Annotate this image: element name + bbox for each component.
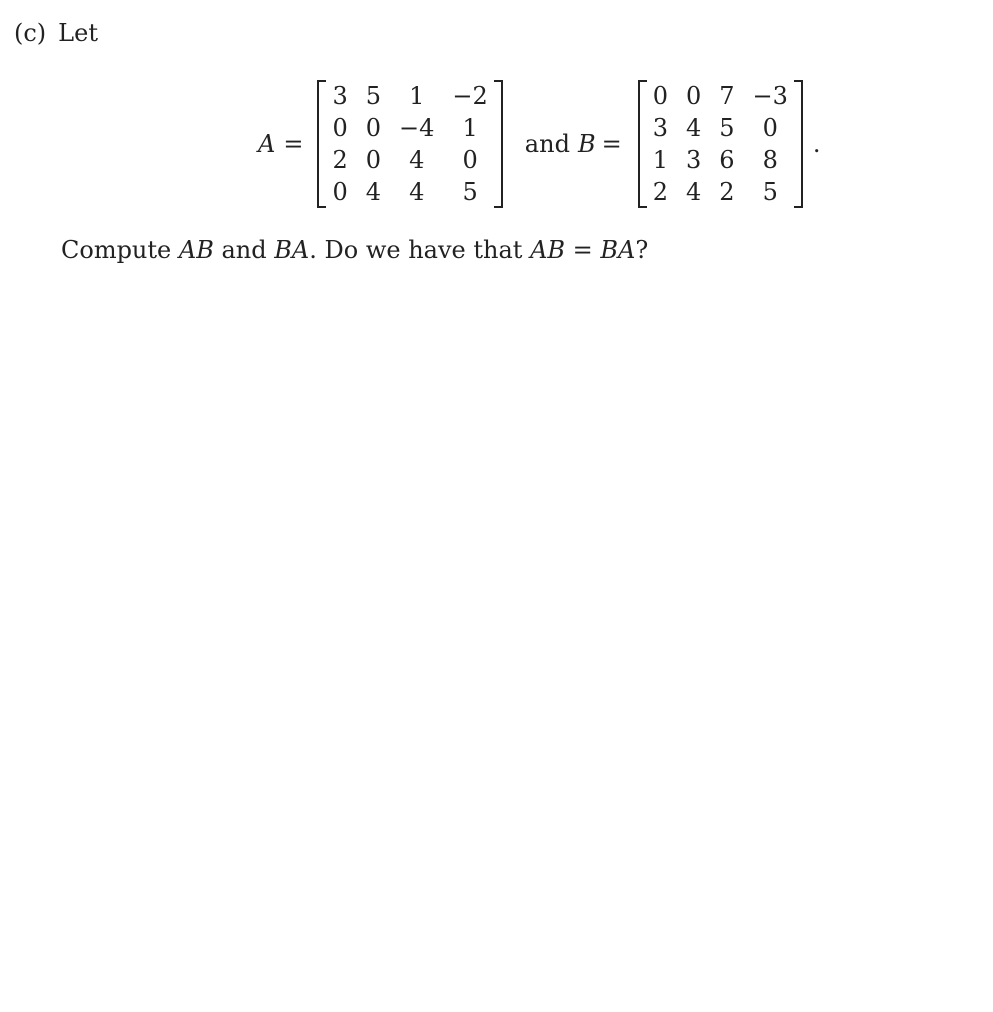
matrix-b-name: B (577, 130, 596, 158)
matrix-cell: 2 (652, 178, 668, 206)
connector-phrase (525, 130, 622, 158)
matrix-a-name: A (258, 130, 276, 158)
matrix-row (323, 144, 496, 176)
matrix-row (644, 112, 797, 144)
matrix-cell: 0 (652, 82, 668, 110)
equals-sign-a: = (283, 130, 304, 158)
matrix-cell: 0 (332, 178, 348, 206)
matrix-cell: 2 (719, 178, 735, 206)
matrix-cell: 7 (719, 82, 735, 110)
matrix-cell: 6 (719, 146, 735, 174)
matrix-cell: 4 (685, 178, 702, 206)
matrix-row (644, 80, 797, 112)
matrix-cell: −4 (399, 114, 435, 142)
matrix-cell: 5 (762, 178, 778, 206)
sentence-tail: . Do we have that (309, 236, 523, 264)
matrix-cell: 3 (685, 146, 702, 174)
matrix-cell: 4 (409, 146, 425, 174)
equation-lhs: AB (530, 236, 566, 264)
matrix-cell: 4 (365, 178, 382, 206)
matrix-cell: 3 (652, 114, 668, 142)
matrix-cell: −3 (752, 82, 788, 110)
matrix-cell: 5 (719, 114, 735, 142)
matrix-cell: 0 (762, 114, 778, 142)
sentence-period: . (812, 130, 821, 158)
word-and: and (221, 236, 267, 264)
matrix-cell: 0 (462, 146, 478, 174)
matrix-cell: 4 (409, 178, 425, 206)
matrix-row (323, 176, 496, 208)
matrix-cell: 0 (332, 114, 348, 142)
matrix-cell: 8 (762, 146, 778, 174)
matrix-cell: 1 (409, 82, 425, 110)
matrix-cell: 3 (332, 82, 348, 110)
matrix-cell: 0 (365, 114, 382, 142)
matrix-cell: 4 (685, 114, 702, 142)
matrix-row (323, 112, 496, 144)
matrix-cell: 1 (652, 146, 668, 174)
matrix-cell: 0 (685, 82, 702, 110)
product-ba: BA (274, 236, 310, 264)
problem-intro: Let (58, 19, 98, 47)
question-mark: ? (635, 236, 649, 264)
matrix-cell: 1 (462, 114, 478, 142)
matrix-b-body (644, 80, 797, 208)
product-ab: AB (178, 236, 214, 264)
equation-rhs: BA (600, 236, 636, 264)
matrix-a (317, 80, 502, 208)
problem-heading (14, 18, 98, 48)
matrix-a-body (323, 80, 496, 208)
word-compute: Compute (61, 236, 172, 264)
matrix-row (323, 80, 496, 112)
matrix-cell: 2 (332, 146, 348, 174)
matrix-cell: 0 (365, 146, 382, 174)
matrix-cell: −2 (452, 82, 488, 110)
connector-word: and (524, 130, 570, 158)
equation-equals: = (572, 236, 593, 264)
matrix-definition (258, 78, 821, 210)
matrix-cell: 5 (462, 178, 478, 206)
problem-label: (c) (14, 19, 47, 47)
question-text (61, 234, 648, 266)
matrix-row (644, 144, 797, 176)
matrix-row (644, 176, 797, 208)
equals-sign-b: = (601, 130, 622, 158)
matrix-b (638, 80, 803, 208)
matrix-cell: 5 (365, 82, 382, 110)
